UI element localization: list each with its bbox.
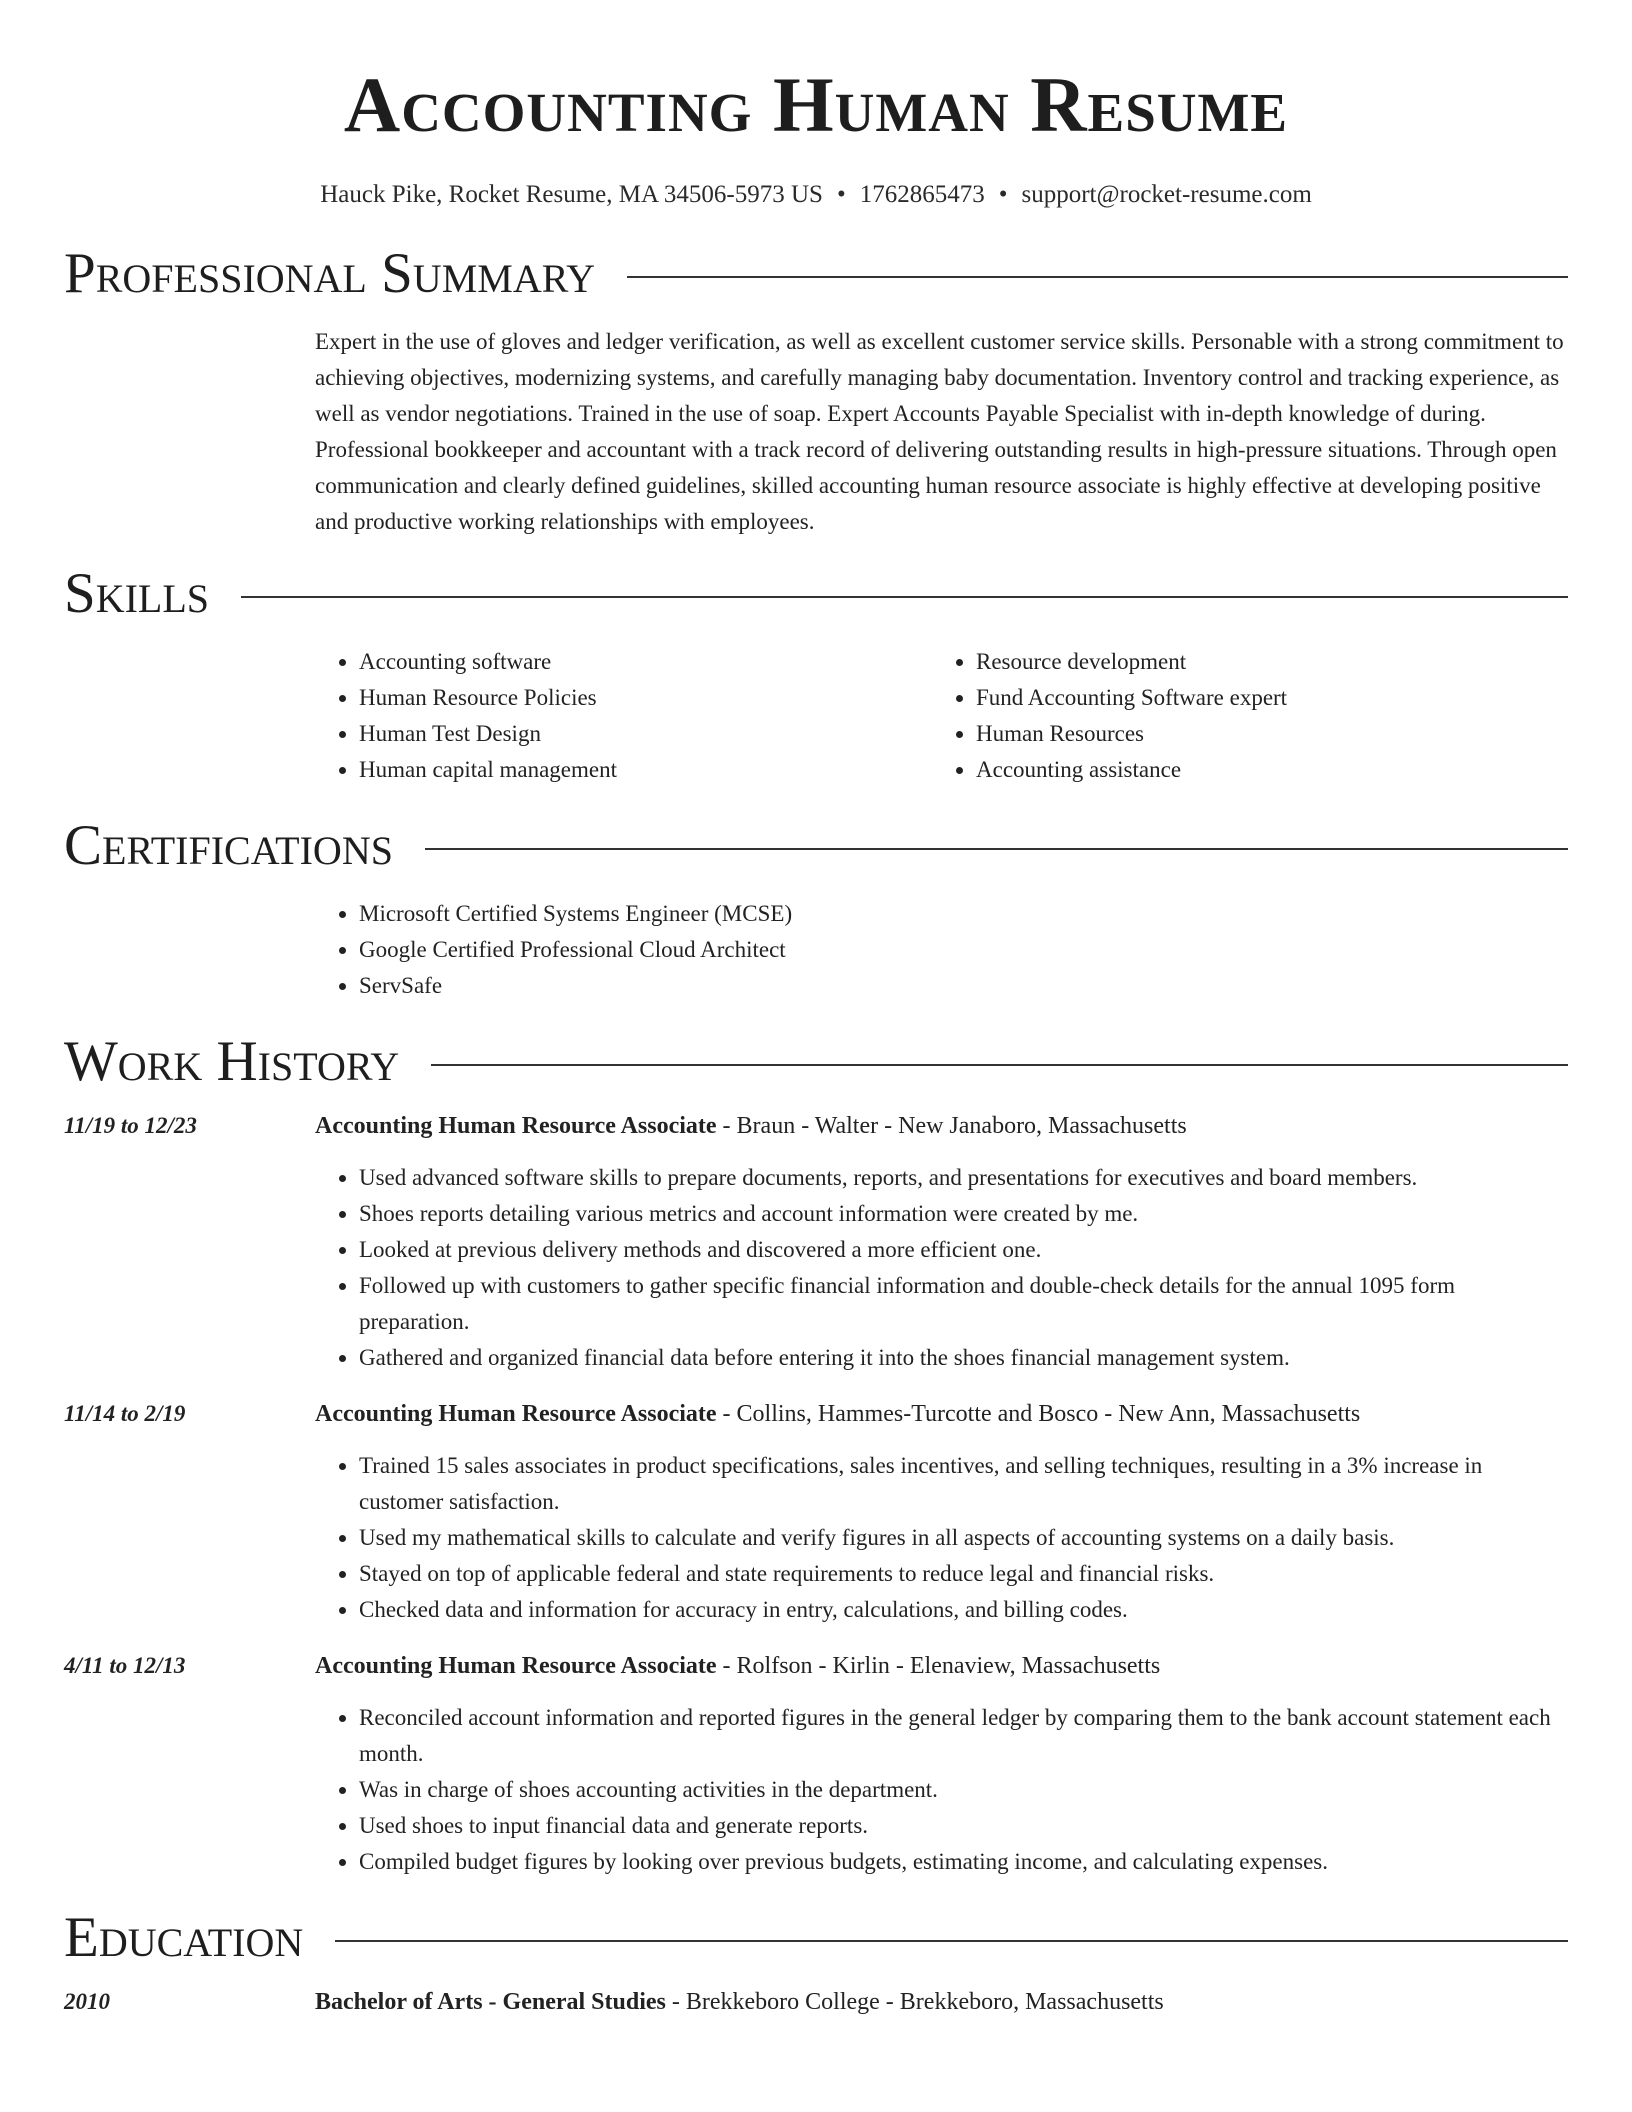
contact-phone: 1762865473	[859, 181, 985, 208]
job-entry	[64, 1396, 1568, 1628]
job-employer: - Braun - Walter - New Janaboro, Massachusetts	[716, 1113, 1187, 1139]
education-heading	[315, 1984, 1568, 2020]
job-title: Accounting Human Resource Associate	[315, 1653, 717, 1679]
job-title: Accounting Human Resource Associate	[315, 1113, 717, 1139]
section-title-summary: Professional Summary	[64, 242, 596, 305]
summary-text: Expert in the use of gloves and ledger verification, as well as excellent customer service skills. Personable with a strong commitment to achieving objectives, modernizing systems, and carefully managing baby documentation. Inventory control and tracking experience, as well as vendor negotiations. Trained in the use of soap. Expert Accounts Payable Specialist with in-depth knowledge of during. Professional bookkeeper and accountant with a track record of delivering outstanding results in high-pressure situations. Through open communication and clearly defined guidelines, skilled accounting human resource associate is highly effective at developing positive and productive working relationships with employees.	[315, 329, 1564, 534]
education-degree: Bachelor of Arts - General Studies	[315, 1989, 666, 2015]
education-entry	[64, 1984, 1568, 2020]
section-header-summary	[64, 242, 1568, 306]
section-divider	[335, 1940, 1568, 1942]
job-bullets	[315, 1160, 1568, 1376]
job-detail	[315, 1396, 1568, 1628]
job-bullet: • Used shoes to input financial data and generate reports.	[359, 1808, 1568, 1844]
section-header-education	[64, 1906, 1568, 1970]
job-dates: 11/19 to 12/23	[64, 1113, 197, 1138]
job-bullet: • Checked data and information for accuracy in entry, calculations, and billing codes.	[359, 1592, 1568, 1628]
certification-item: • Microsoft Certified Systems Engineer (MCSE)	[359, 896, 1568, 932]
resume-name: Accounting Human Resume	[343, 61, 1289, 148]
section-divider	[425, 848, 1568, 850]
job-bullet: • Looked at previous delivery methods and discovered a more efficient one.	[359, 1232, 1568, 1268]
job-detail	[315, 1108, 1568, 1376]
job-dates: 11/14 to 2/19	[64, 1401, 186, 1426]
contact-separator: •	[998, 181, 1008, 208]
section-title-education: Education	[64, 1906, 304, 1969]
section-divider	[627, 276, 1568, 278]
skill-item: • Accounting assistance	[976, 752, 1549, 788]
job-heading	[315, 1108, 1568, 1144]
education-year: 2010	[64, 1989, 110, 2014]
certifications-list	[315, 896, 1568, 1004]
section-divider	[431, 1064, 1568, 1066]
skill-item: • Accounting software	[359, 644, 932, 680]
skill-item: • Human Test Design	[359, 716, 932, 752]
section-title-certifications: Certifications	[64, 814, 393, 877]
contact-line	[64, 178, 1568, 212]
skills-column-left	[315, 644, 932, 788]
job-heading	[315, 1648, 1568, 1684]
certification-item: • Google Certified Professional Cloud Architect	[359, 932, 1568, 968]
section-title-skills: Skills	[64, 562, 210, 625]
education-school: - Brekkeboro College - Brekkeboro, Massachusetts	[665, 1989, 1164, 2015]
skill-item: • Human Resource Policies	[359, 680, 932, 716]
job-bullets	[315, 1448, 1568, 1628]
job-bullet: • Shoes reports detailing various metrics and account information were created by me.	[359, 1196, 1568, 1232]
job-bullet: • Trained 15 sales associates in product specifications, sales incentives, and selling techniques, resulting in a 3% increase in customer satisfaction.	[359, 1448, 1568, 1520]
skills-column-right	[932, 644, 1549, 788]
job-bullet: • Gathered and organized financial data before entering it into the shoes financial management system.	[359, 1340, 1568, 1376]
job-bullet: • Stayed on top of applicable federal and state requirements to reduce legal and financial risks.	[359, 1556, 1568, 1592]
education-detail	[315, 1984, 1568, 2020]
section-divider	[241, 596, 1568, 598]
skills-grid	[315, 644, 1568, 788]
contact-email: support@rocket-resume.com	[1021, 181, 1312, 208]
job-employer: - Rolfson - Kirlin - Elenaview, Massachusetts	[716, 1653, 1161, 1679]
contact-separator: •	[836, 181, 846, 208]
contact-address: Hauck Pike, Rocket Resume, MA 34506-5973 US	[320, 181, 823, 208]
job-title: Accounting Human Resource Associate	[315, 1401, 717, 1427]
job-employer: - Collins, Hammes-Turcotte and Bosco - New Ann, Massachusetts	[716, 1401, 1361, 1427]
section-header-work-history	[64, 1030, 1568, 1094]
job-detail	[315, 1648, 1568, 1880]
section-title-work-history: Work History	[64, 1030, 400, 1093]
job-bullet: • Was in charge of shoes accounting activities in the department.	[359, 1772, 1568, 1808]
job-bullet: • Reconciled account information and reported figures in the general ledger by comparing them to the bank account statement each month.	[359, 1700, 1568, 1772]
job-heading	[315, 1396, 1568, 1432]
skill-item: • Fund Accounting Software expert	[976, 680, 1549, 716]
skill-item: • Human capital management	[359, 752, 932, 788]
job-bullets	[315, 1700, 1568, 1880]
job-bullet: • Used my mathematical skills to calculate and verify figures in all aspects of accounting systems on a daily basis.	[359, 1520, 1568, 1556]
job-bullet: • Compiled budget figures by looking over previous budgets, estimating income, and calculating expenses.	[359, 1844, 1568, 1880]
job-entry	[64, 1108, 1568, 1376]
job-bullet: • Followed up with customers to gather specific financial information and double-check details for the annual 1095 form preparation.	[359, 1268, 1568, 1340]
job-bullet: • Used advanced software skills to prepare documents, reports, and presentations for executives and board members.	[359, 1160, 1568, 1196]
skill-item: • Resource development	[976, 644, 1549, 680]
job-dates: 4/11 to 12/13	[64, 1653, 186, 1678]
section-header-certifications	[64, 814, 1568, 878]
certification-item: • ServSafe	[359, 968, 1568, 1004]
skill-item: • Human Resources	[976, 716, 1549, 752]
section-header-skills	[64, 562, 1568, 626]
job-entry	[64, 1648, 1568, 1880]
